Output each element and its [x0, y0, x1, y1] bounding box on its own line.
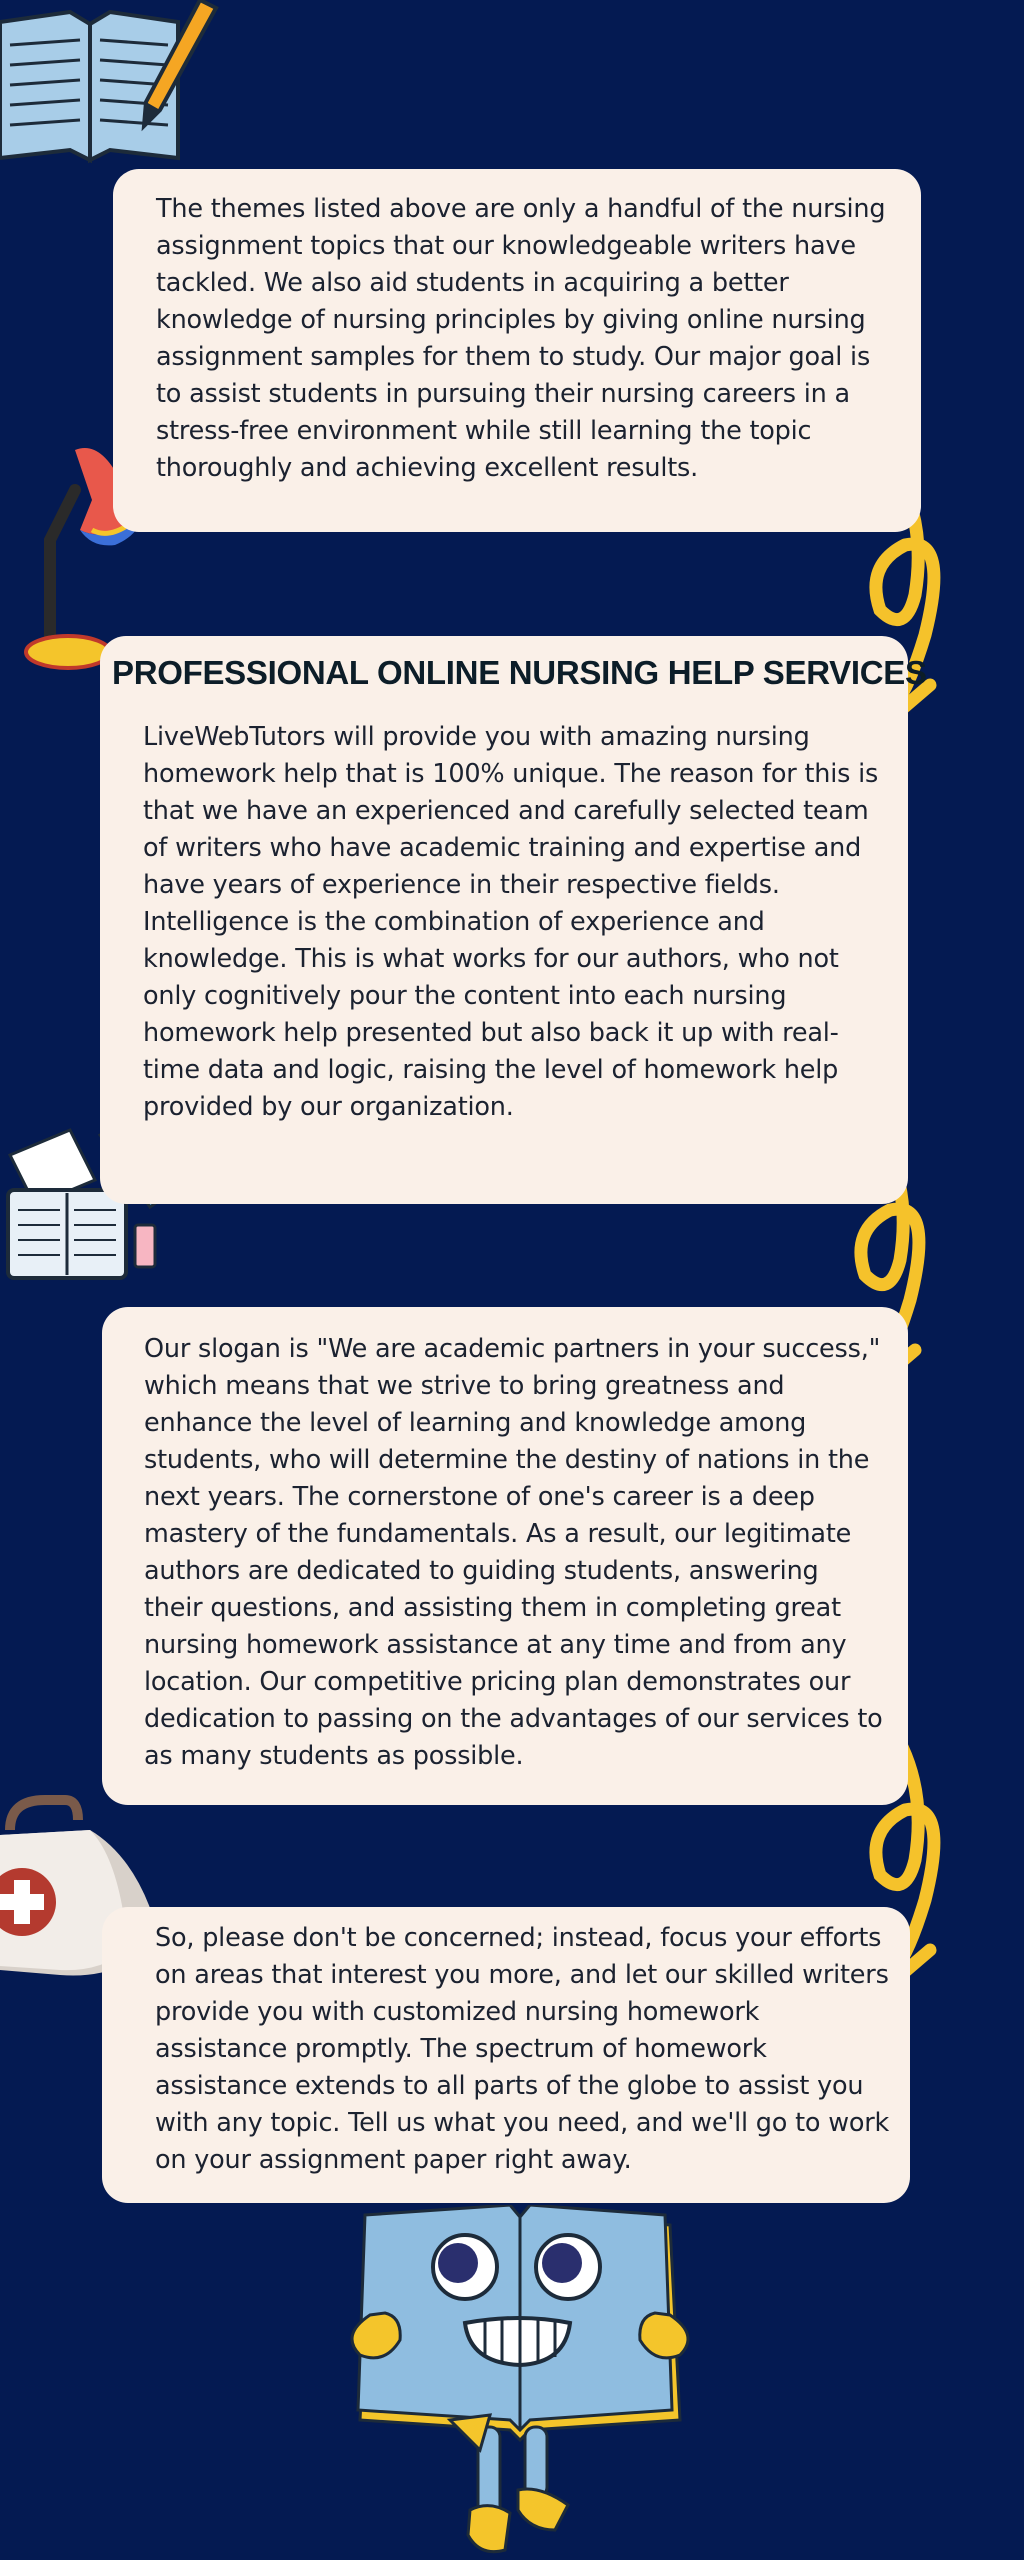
book-mascot-icon	[340, 2205, 700, 2560]
services-heading: PROFESSIONAL ONLINE NURSING HELP SERVICES	[112, 654, 927, 691]
closing-card	[102, 1907, 910, 2203]
services-card	[100, 636, 927, 1204]
open-book-pencil-icon	[0, 0, 230, 170]
slogan-card	[102, 1307, 908, 1805]
intro-text: The themes listed above are only a handful of the nursing assignment topics that our knowledgeable writers have tackled. We also aid students in acquiring a better knowledge of nursing principles by giving online nursing assignment samples for them to study. Our major goal is to assist students in pursuing their nursing careers in a stress-free environment while still learning the topic thoroughly and achieving excellent results.	[156, 194, 886, 483]
services-text: LiveWebTutors will provide you with amazing nursing homework help that is 100% unique. The reason for this is that we have an experienced and carefully selected team of writers who have academic training and expertise and have years of experience in their respective fields. Intelligence is the combination of experience and knowledge. This is what works for our authors, who not only cognitively pour the content into each nursing homework help presented but also back it up with real-time data and logic, raising the level of homework help provided by our organization.	[143, 722, 879, 1122]
closing-text: So, please don't be concerned; instead, focus your efforts on areas that interest you more, and let our skilled writers provide you with customized nursing homework assistance promptly. The spectrum of homework assistance extends to all parts of the globe to assist you with any topic. Tell us what you need, and we'll go to work on your assignment paper right away.	[155, 1923, 890, 2175]
slogan-text: Our slogan is "We are academic partners in your success," which means that we strive to bring greatness and enhance the level of learning and knowledge among students, who will determine the destiny of nations in the next years. The cornerstone of one's career is a deep mastery of the fundamentals. As a result, our legitimate authors are dedicated to guiding students, answering their questions, and assisting them in completing great nursing homework assistance at any time and from any location. Our competitive pricing plan demonstrates our dedication to passing on the advantages of our services to as many students as possible.	[144, 1334, 883, 1771]
intro-card	[113, 169, 921, 532]
